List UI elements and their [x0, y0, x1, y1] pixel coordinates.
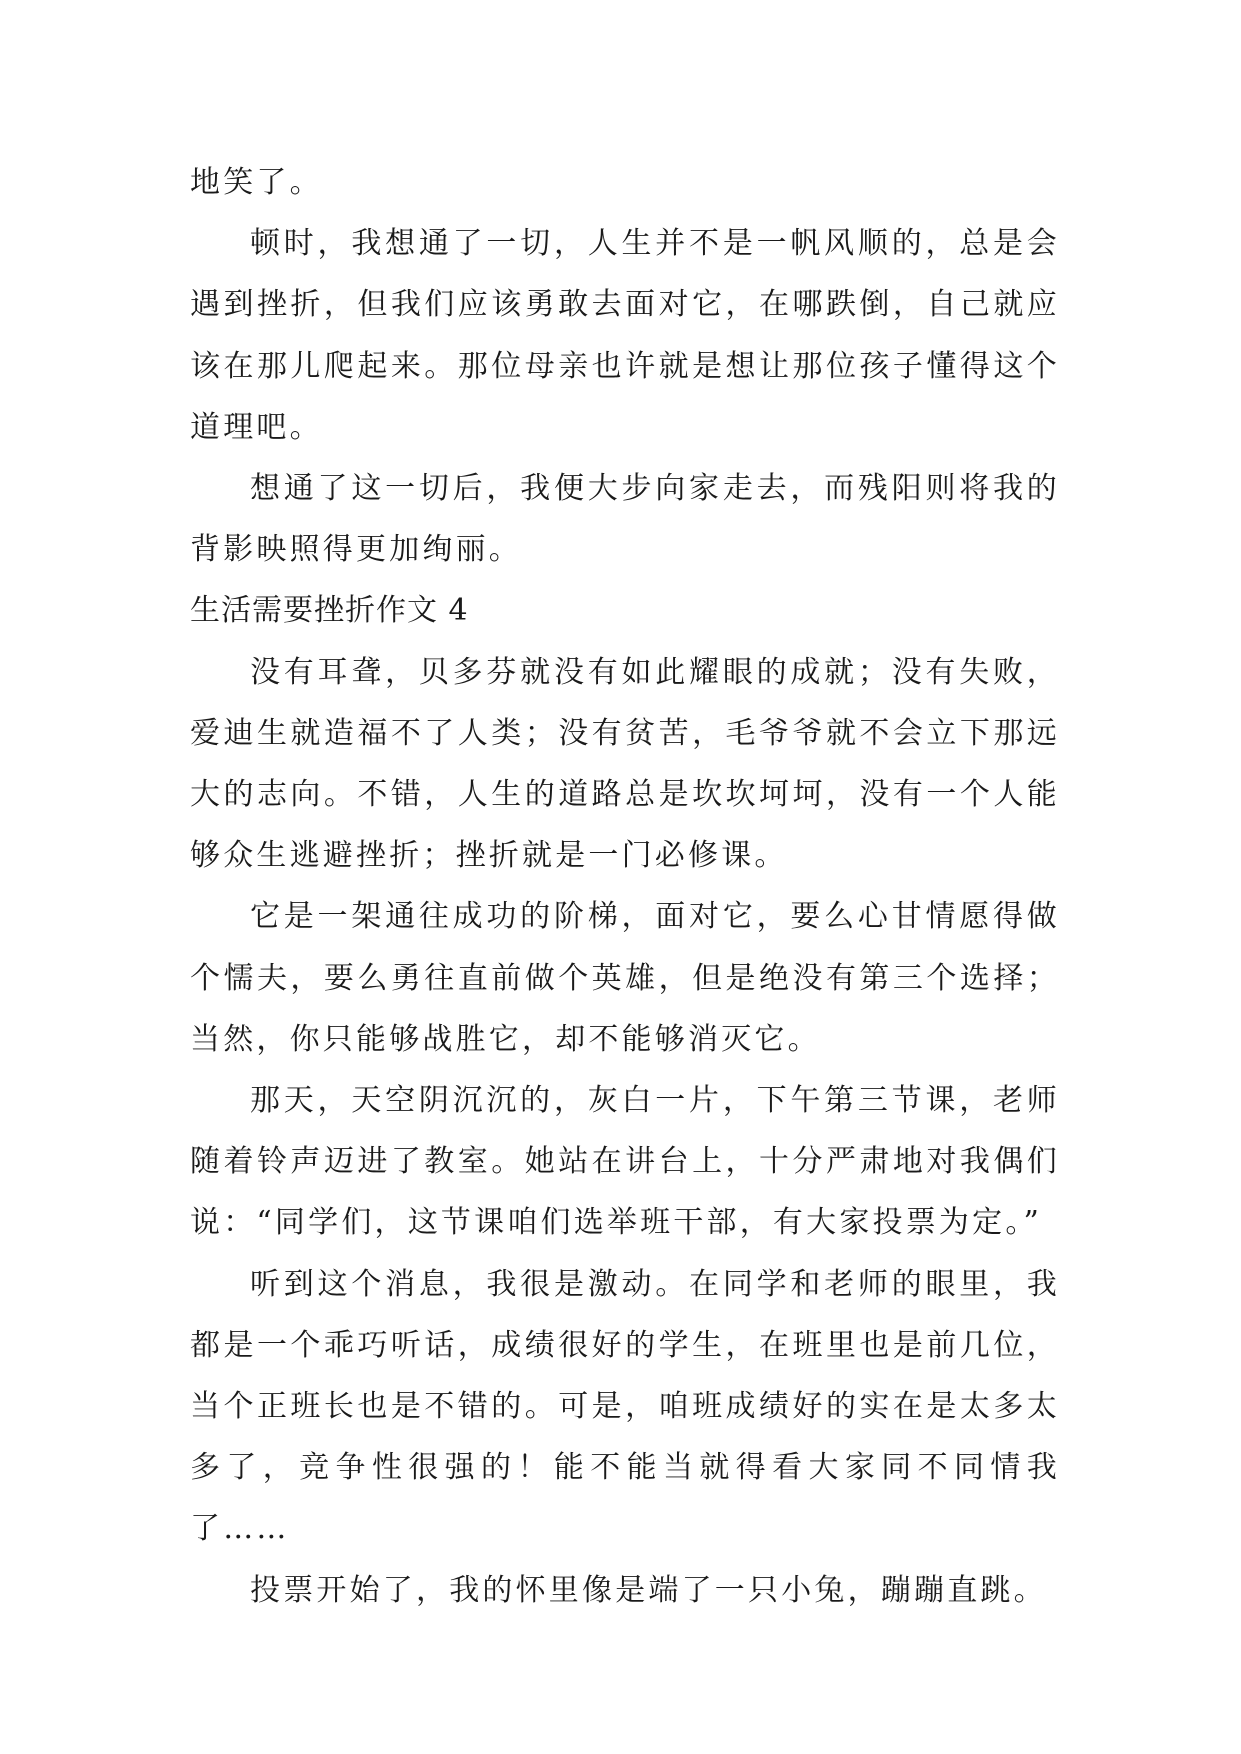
paragraph: 顿时，我想通了一切，人生并不是一帆风顺的，总是会遇到挫折，但我们应该勇敢去面对它，在哪跌倒，自己就应该在那儿爬起来。那位母亲也许就是想让那位孩子懂得这个道理吧。: [190, 226, 1060, 445]
paragraph-continuation: 地笑了。: [190, 165, 323, 200]
paragraph: 没有耳聋，贝多芬就没有如此耀眼的成就；没有失败，爱迪生就造福不了人类；没有贫苦，毛爷爷就不会立下那远大的志向。不错，人生的道路总是坎坎坷坷，没有一个人能够众生逃避挫折；挫折就是一门必修课。: [190, 654, 1060, 874]
paragraph: 它是一架通往成功的阶梯，面对它，要么心甘情愿得做个懦夫，要么勇往直前做个英雄，但是绝没有第三个选择；当然，你只能够战胜它，却不能够消灭它。: [190, 899, 1060, 1057]
document-body: [190, 152, 1060, 1621]
paragraph: 投票开始了，我的怀里像是端了一只小兔，蹦蹦直跳。: [250, 1572, 1047, 1608]
section-heading: 生活需要挫折作文 4: [190, 593, 469, 629]
paragraph: 想通了这一切后，我便大步向家走去，而残阳则将我的背影映照得更加绚丽。: [190, 471, 1060, 568]
paragraph: 那天，天空阴沉沉的，灰白一片，下午第三节课，老师随着铃声迈进了教室。她站在讲台上，十分严肃地对我偶们说：“同学们，这节课咱们选举班干部，有大家投票为定。”: [190, 1083, 1060, 1241]
paragraph: 听到这个消息，我很是激动。在同学和老师的眼里，我都是一个乖巧听话，成绩很好的学生，在班里也是前几位，当个正班长也是不错的。可是，咱班成绩好的实在是太多太多了，竞争性很强的！能不能当就得看大家同不同情我了……: [190, 1266, 1060, 1547]
